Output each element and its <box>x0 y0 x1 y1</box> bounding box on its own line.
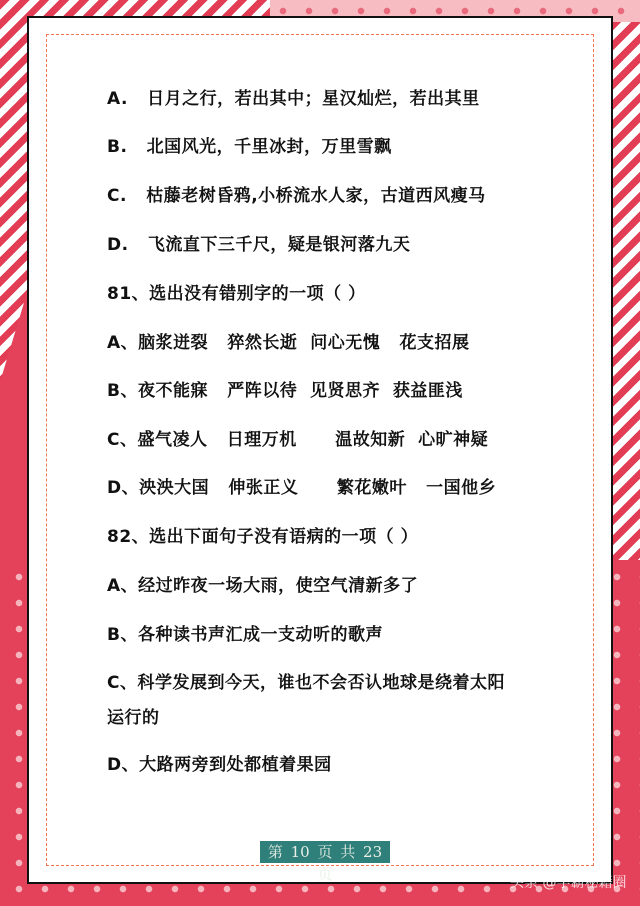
page-number-footer: 第 10 页 共 23 页 <box>260 841 390 863</box>
option-line: D、泱泱大国 伸张正义 繁花嫩叶 一国他乡 <box>107 478 497 498</box>
option-line: C、科学发展到今天，谁也不会否认地球是绕着太阳 <box>107 673 505 693</box>
option-line: D. 飞流直下三千尺，疑是银河落九天 <box>107 235 411 255</box>
option-line: B、各种读书声汇成一支动听的歌声 <box>107 625 383 645</box>
watermark: 头条 @学霸秘籍圈 <box>510 875 627 891</box>
question-heading: 81、选出没有错别字的一项（ ） <box>107 284 366 304</box>
question-heading: 82、选出下面句子没有语病的一项（ ） <box>107 527 419 547</box>
option-line: A、脑浆迸裂 猝然长逝 问心无愧 花支招展 <box>107 333 470 353</box>
option-line: A、经过昨夜一场大雨，使空气清新多了 <box>107 576 419 596</box>
option-line: C. 枯藤老树昏鸦,小桥流水人家，古道西风瘦马 <box>107 186 486 206</box>
option-line: C、盛气凌人 日理万机 温故知新 心旷神疑 <box>107 430 489 450</box>
option-line: B. 北国风光，千里冰封，万里雪飘 <box>107 137 392 157</box>
option-line: D、大路两旁到处都植着果园 <box>107 755 332 775</box>
option-line-continued: 运行的 <box>107 708 160 728</box>
option-line: A. 日月之行，若出其中；星汉灿烂，若出其里 <box>107 89 480 109</box>
option-line: B、夜不能寐 严阵以待 见贤思齐 获益匪浅 <box>107 381 463 401</box>
dashed-border <box>46 34 594 866</box>
